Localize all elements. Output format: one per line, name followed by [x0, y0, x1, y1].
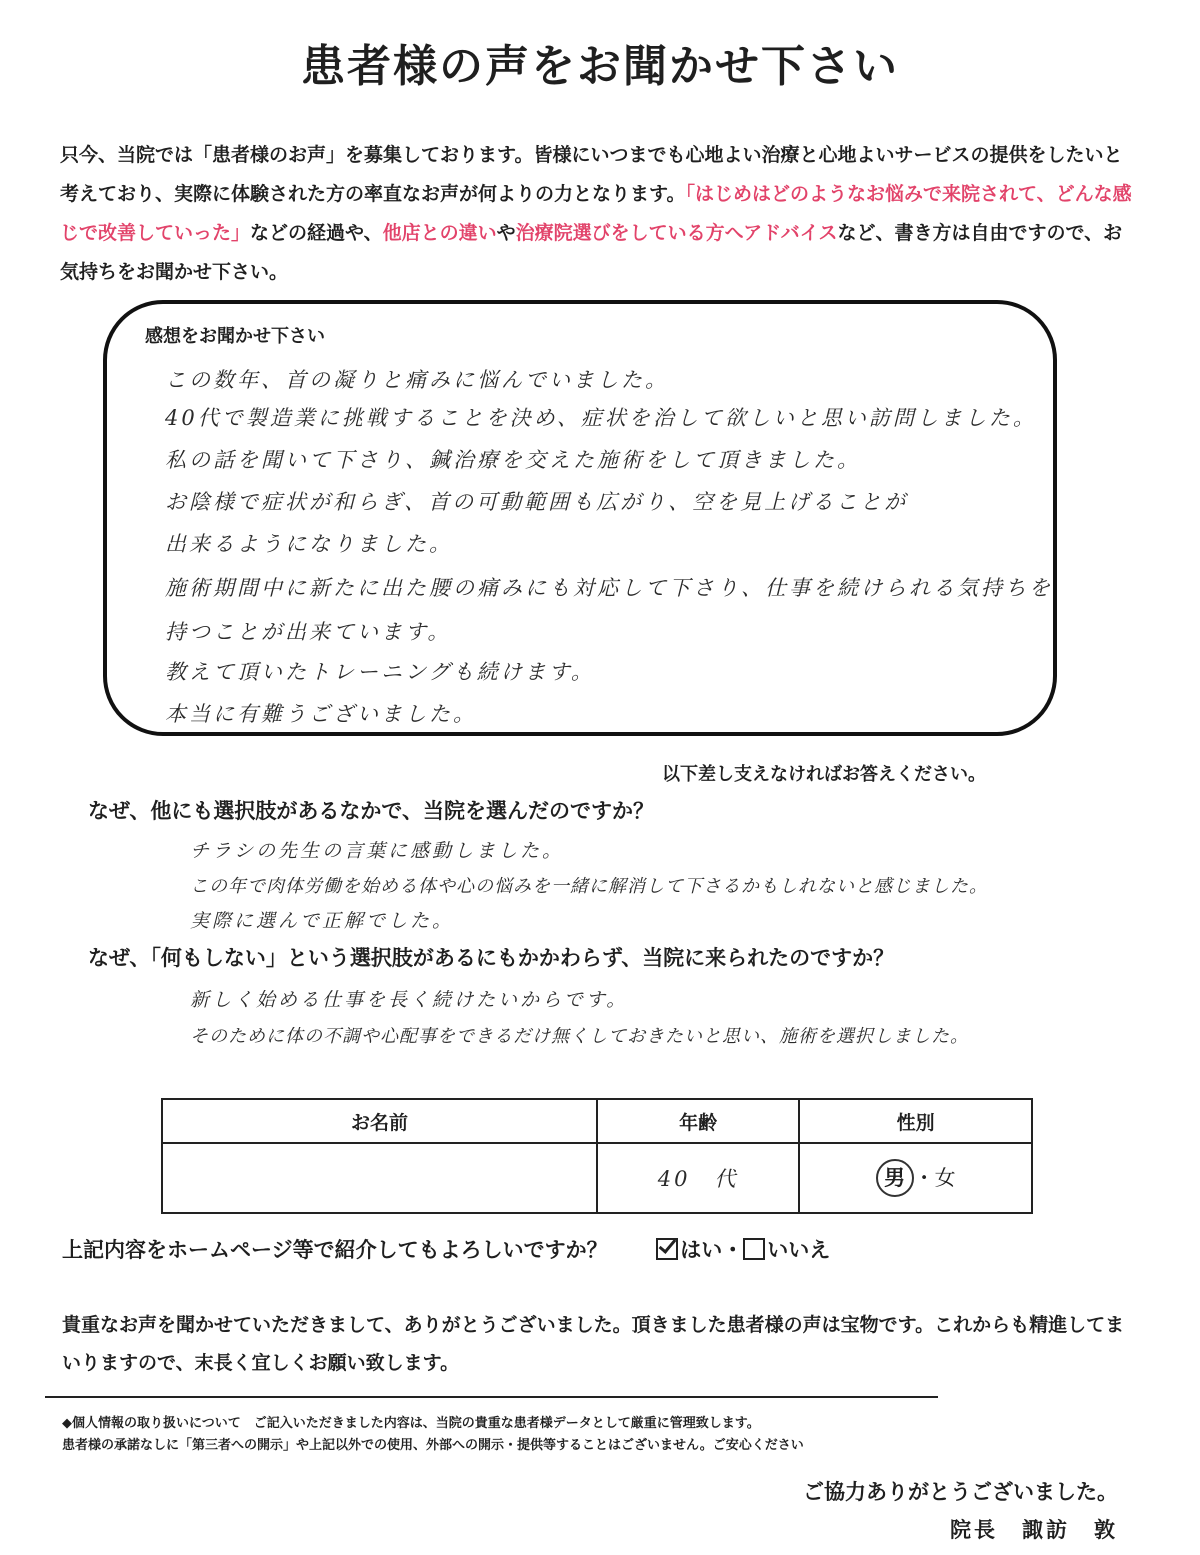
impression-line: この数年、首の凝りと痛みに悩んでいました。	[165, 368, 669, 392]
impression-line: 教えて頂いたトレーニングも続けます。	[165, 660, 595, 684]
thanks-paragraph: 貴重なお声を聞かせていただきまして、ありがとうございました。頂きました患者様の声は宝物です。これからも精進してまいりますので、末長く宜しくお願い致します。	[62, 1314, 1125, 1374]
impression-line: 出来るようになりました。	[165, 532, 453, 556]
privacy-line: ◆個人情報の取り扱いについて ご記入いただきました内容は、当院の貴重な患者様データとして厳重に管理致します。	[62, 1416, 760, 1431]
name-header: お名前	[162, 1099, 597, 1143]
consent-no-label: いいえ	[767, 1238, 831, 1262]
intro-text-2: などの経過や、	[250, 222, 383, 244]
page-title: 患者様の声をお聞かせ下さい	[301, 41, 899, 92]
signature: 院長 諏訪 敦	[950, 1518, 1118, 1542]
divider	[45, 1396, 938, 1398]
gender-value	[799, 1143, 1032, 1213]
impression-line: 本当に有難うございました。	[165, 702, 477, 726]
gender-female: 女	[934, 1166, 956, 1190]
closing-text: ご協力ありがとうございました。	[803, 1480, 1118, 1504]
consent-no-checkbox[interactable]	[743, 1238, 765, 1260]
answer-2-line: 新しく始める仕事を長く続けたいからです。	[190, 989, 629, 1011]
consent-separator: ・	[722, 1238, 744, 1262]
intro-text-4: など、書き方は自由ですので、お気持ちをお聞かせ下さい。	[60, 222, 1123, 283]
impression-line: 施術期間中に新たに出た腰の痛みにも対応して下さり、仕事を続けられる気持ちを	[165, 576, 1053, 600]
consent-yes-label: はい	[680, 1238, 723, 1262]
intro-paragraph	[60, 136, 1140, 292]
gender-separator: ・	[913, 1166, 935, 1190]
intro-text-1: 只今、当院では「患者様のお声」を募集しております。皆様にいつまでも心地よい治療と心地よいサービスの提供をしたいと考えており、実際に体験された方の率直なお声が何よりの力となります。	[60, 144, 1123, 205]
gender-male-selected: 男	[876, 1159, 914, 1197]
table-row	[162, 1143, 1032, 1213]
name-value	[162, 1143, 597, 1213]
impression-line: お陰様で症状が和らぎ、首の可動範囲も広がり、空を見上げることが	[165, 490, 909, 514]
privacy-notice	[62, 1413, 804, 1457]
answer-1-line: 実際に選んで正解でした。	[190, 910, 455, 932]
consent-row	[62, 1234, 830, 1264]
gender-header: 性別	[799, 1099, 1032, 1143]
impression-line: 40代で製造業に挑戦することを決め、症状を治して欲しいと思い訪問しました。	[165, 406, 1037, 430]
age-header: 年齢	[597, 1099, 799, 1143]
age-value: 40 代	[597, 1143, 799, 1213]
answer-2-line: そのために体の不調や心配事をできるだけ無くしておきたいと思い、施術を選択しました。	[190, 1026, 969, 1047]
answer-1-line: チラシの先生の言葉に感動しました。	[190, 840, 565, 862]
intro-highlight-2: 他店との違い	[382, 222, 497, 244]
table-header-row	[162, 1099, 1032, 1143]
impression-line: 私の話を聞いて下さり、鍼治療を交えた施術をして頂きました。	[165, 448, 861, 472]
answer-1-line: この年で肉体労働を始める体や心の悩みを一緒に解消して下さるかもしれないと感じました。	[190, 876, 988, 897]
question-1: なぜ、他にも選択肢があるなかで、当院を選んだのですか？	[88, 799, 654, 823]
intro-text-3: や	[496, 222, 516, 244]
consent-yes-checkbox[interactable]	[656, 1238, 678, 1260]
impressions-label: 感想をお聞かせ下さい	[145, 326, 325, 347]
privacy-line: 患者様の承諾なしに「第三者への開示」や上記以外での使用、外部への開示・提供等することはございません。ご安心ください	[62, 1438, 804, 1453]
intro-highlight-1: 「はじめはどのようなお悩みで来院されて、どんな感じで改善していった」	[60, 183, 1132, 244]
consent-question: 上記内容をホームページ等で紹介してもよろしいですか？	[62, 1238, 608, 1262]
impression-line: 持つことが出来ています。	[165, 620, 452, 644]
intro-highlight-3: 治療院選びをしている方へアドバイス	[515, 222, 838, 244]
optional-note: 以下差し支えなければお答えください。	[662, 764, 986, 785]
question-2: なぜ、「何もしない」という選択肢があるにもかかわらず、当院に来られたのですか？	[88, 946, 895, 970]
patient-info-table	[161, 1098, 1033, 1214]
